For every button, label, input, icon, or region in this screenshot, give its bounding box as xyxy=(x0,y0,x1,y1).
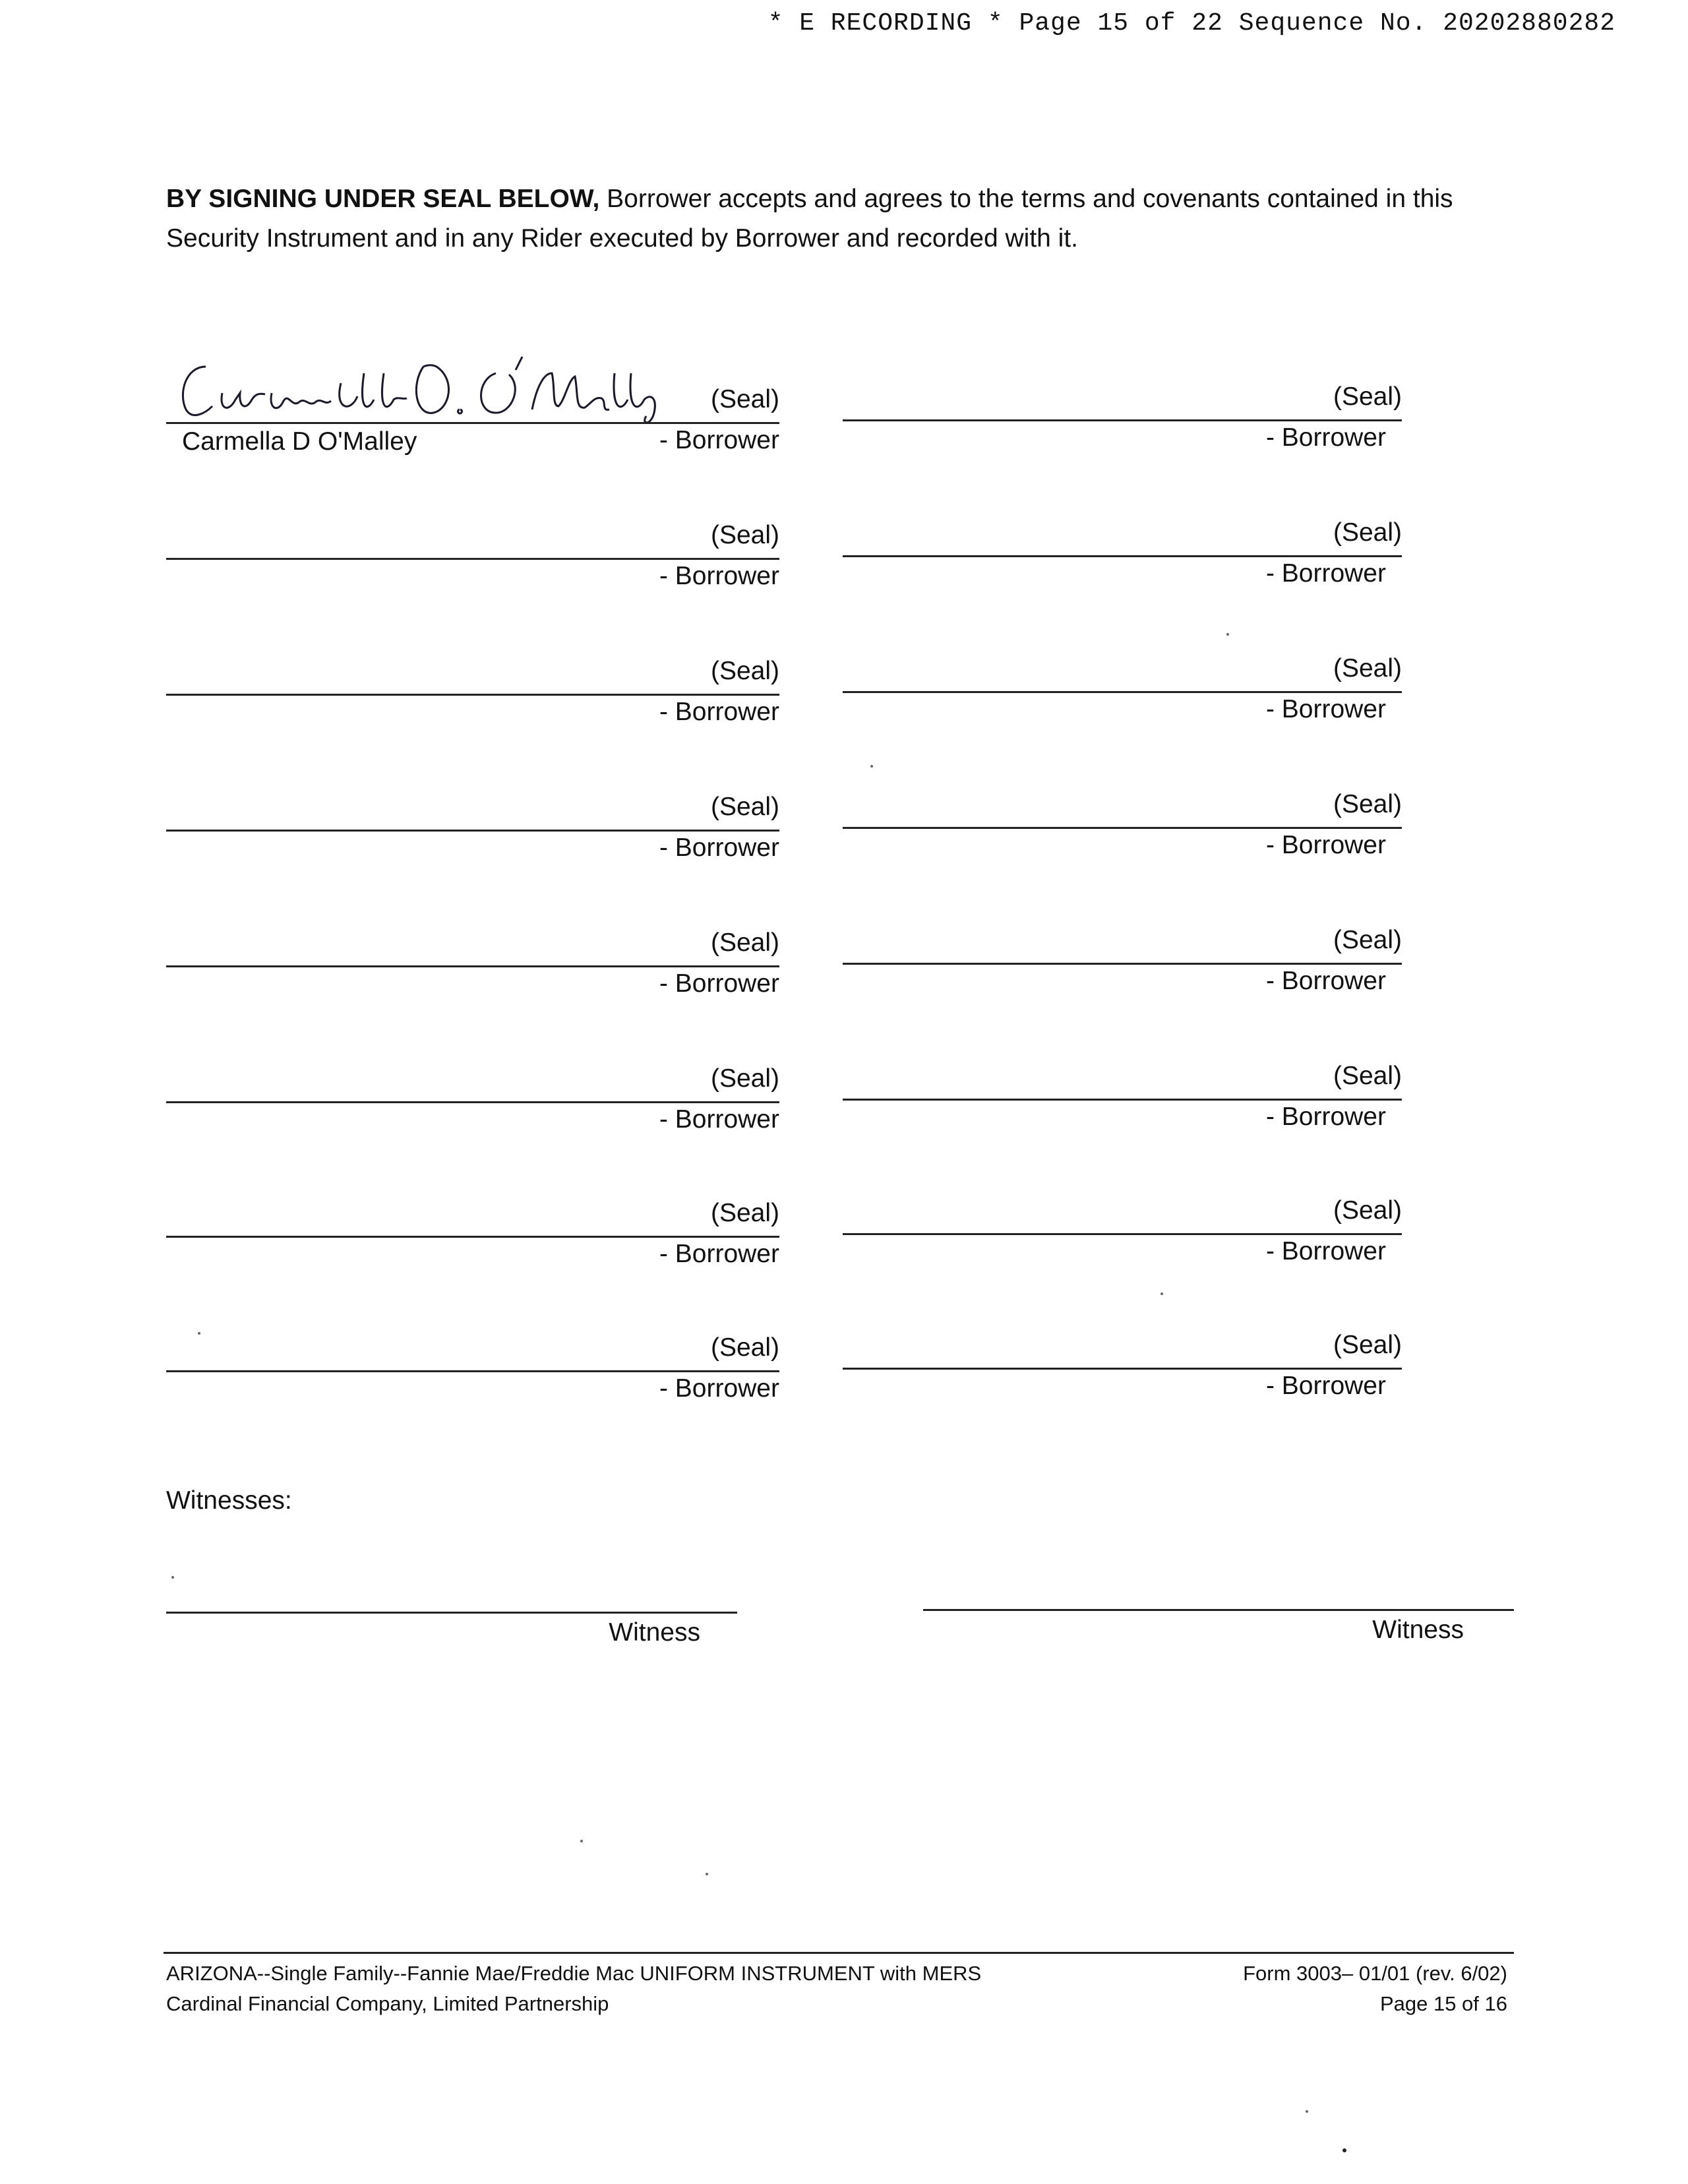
seal-label: (Seal) xyxy=(710,385,779,413)
intro-lead: BY SIGNING UNDER SEAL BELOW, xyxy=(166,185,600,213)
signature-line xyxy=(166,1370,779,1372)
borrower-role-label: - Borrower xyxy=(1265,1237,1386,1265)
seal-label: (Seal) xyxy=(1333,1196,1402,1225)
recording-stamp: * E RECORDING * Page 15 of 22 Sequence No. 20202880282 xyxy=(768,9,1615,38)
intro-text: Borrower accepts and agrees to the terms and covenants contained in this Security Instrument and in any Rider executed by Borrower and recorded with it. xyxy=(166,185,1453,253)
signature-line xyxy=(166,965,779,967)
borrower-role-label: - Borrower xyxy=(1265,1372,1386,1400)
borrower-role-label: - Borrower xyxy=(659,1105,779,1134)
signature-block-4-right xyxy=(843,790,1402,859)
signature-line xyxy=(843,691,1402,693)
signature-line xyxy=(166,422,779,424)
signature-line xyxy=(166,830,779,832)
scan-speck xyxy=(171,1576,174,1579)
seal-label: (Seal) xyxy=(710,1199,779,1227)
borrower-name: Carmella D O'Malley xyxy=(182,427,417,456)
borrower-role-label: - Borrower xyxy=(1265,831,1386,859)
witnesses-heading: Witnesses: xyxy=(166,1486,292,1515)
borrower-role-label: - Borrower xyxy=(659,426,779,454)
signature-block-2-left xyxy=(166,521,779,590)
scan-speck xyxy=(1226,633,1229,636)
witness-line xyxy=(166,1612,737,1614)
seal-label: (Seal) xyxy=(1333,518,1402,547)
borrower-role-label: - Borrower xyxy=(659,1374,779,1403)
witness-label: Witness xyxy=(1372,1616,1464,1644)
signature-line xyxy=(166,558,779,560)
borrower-role-label: - Borrower xyxy=(1265,559,1386,588)
signature-block-1-right xyxy=(843,382,1402,452)
signature-line xyxy=(843,1099,1402,1101)
signature-block-5-left xyxy=(166,928,779,998)
borrower-role-label: - Borrower xyxy=(659,834,779,862)
scan-speck xyxy=(198,1332,200,1335)
lender-name: Cardinal Financial Company, Limited Partnership xyxy=(166,1992,609,2015)
seal-label: (Seal) xyxy=(1333,790,1402,818)
scan-speck xyxy=(580,1840,583,1842)
signature-block-3-left xyxy=(166,657,779,726)
intro-paragraph xyxy=(166,179,1524,258)
signature-block-8-left xyxy=(166,1333,779,1403)
seal-label: (Seal) xyxy=(710,1333,779,1362)
seal-label: (Seal) xyxy=(710,657,779,685)
signature-block-3-right xyxy=(843,654,1402,723)
signature-line xyxy=(166,1101,779,1103)
borrower-signature xyxy=(166,347,667,426)
borrower-role-label: - Borrower xyxy=(1265,695,1386,723)
scan-speck xyxy=(706,1873,708,1875)
signature-line xyxy=(843,1368,1402,1370)
signature-block-1-left xyxy=(166,385,779,456)
signature-block-5-right xyxy=(843,926,1402,995)
signature-block-6-left xyxy=(166,1064,779,1134)
signature-line xyxy=(843,1233,1402,1235)
seal-label: (Seal) xyxy=(1333,926,1402,954)
signature-block-2-right xyxy=(843,518,1402,588)
witness-label: Witness xyxy=(609,1618,700,1647)
borrower-role-label: - Borrower xyxy=(659,1240,779,1268)
witness-block-right xyxy=(923,1609,1514,1662)
footer-left xyxy=(166,1958,981,2019)
seal-label: (Seal) xyxy=(1333,382,1402,411)
seal-label: (Seal) xyxy=(1333,1331,1402,1359)
form-number: Form 3003– 01/01 (rev. 6/02) xyxy=(1243,1962,1507,1985)
scan-speck xyxy=(1306,2110,1308,2113)
signature-block-4-left xyxy=(166,793,779,862)
scan-speck xyxy=(1160,1292,1163,1295)
seal-label: (Seal) xyxy=(710,1064,779,1093)
scan-speck xyxy=(1342,2148,1346,2152)
signature-line xyxy=(843,555,1402,557)
borrower-role-label: - Borrower xyxy=(1265,423,1386,452)
signature-block-7-right xyxy=(843,1196,1402,1265)
borrower-role-label: - Borrower xyxy=(659,698,779,726)
signature-line xyxy=(843,419,1402,421)
form-description: ARIZONA--Single Family--Fannie Mae/Freddie Mac UNIFORM INSTRUMENT with MERS xyxy=(166,1962,982,1985)
footer-rule xyxy=(164,1952,1514,1954)
borrower-role-label: - Borrower xyxy=(1265,967,1386,995)
signature-block-8-right xyxy=(843,1331,1402,1400)
signature-block-6-right xyxy=(843,1062,1402,1131)
seal-label: (Seal) xyxy=(1333,654,1402,682)
seal-label: (Seal) xyxy=(710,521,779,549)
seal-label: (Seal) xyxy=(1333,1062,1402,1090)
signature-line xyxy=(166,694,779,696)
borrower-role-label: - Borrower xyxy=(659,969,779,998)
borrower-role-label: - Borrower xyxy=(1265,1103,1386,1131)
witness-block-left xyxy=(166,1612,737,1664)
footer-right xyxy=(1243,1958,1507,2019)
page-number: Page 15 of 16 xyxy=(1379,1992,1507,2015)
signature-line xyxy=(166,1236,779,1238)
scan-speck xyxy=(870,765,873,768)
signature-block-7-left xyxy=(166,1199,779,1268)
witness-line xyxy=(923,1609,1514,1611)
seal-label: (Seal) xyxy=(710,793,779,821)
signature-line xyxy=(843,827,1402,829)
seal-label: (Seal) xyxy=(710,928,779,957)
signature-line xyxy=(843,963,1402,965)
borrower-role-label: - Borrower xyxy=(659,562,779,590)
